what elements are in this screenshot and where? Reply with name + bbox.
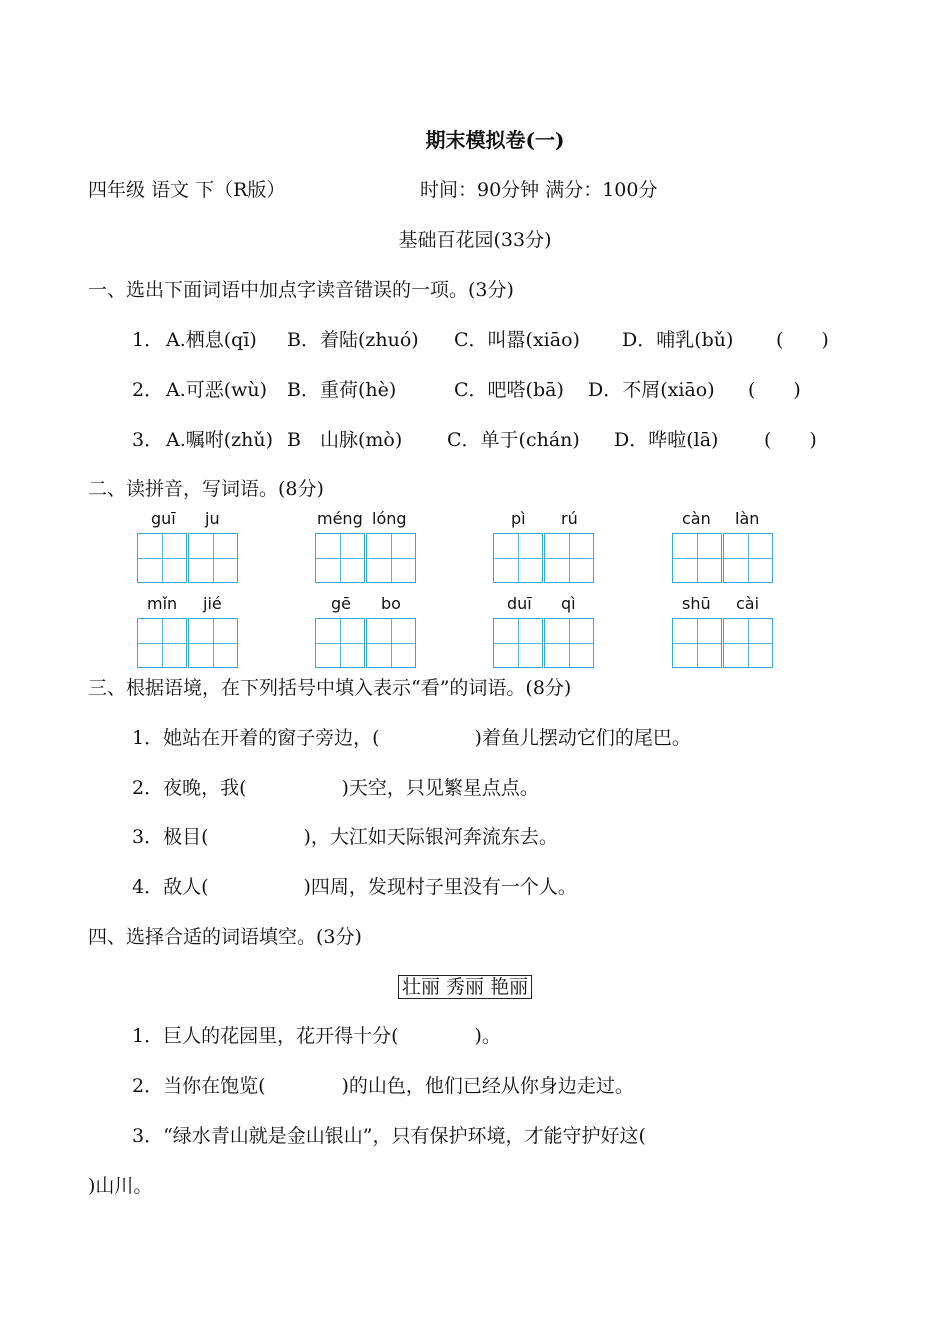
- q1-option-d: D．哗啦(lā): [614, 429, 719, 451]
- pinyin: càn: [682, 509, 711, 528]
- q3-item-text: 极目( )，大江如天际银河奔流东去。: [163, 826, 558, 848]
- q1-option-c: C．叫嚣(xiāo): [454, 329, 580, 351]
- writing-cell[interactable]: [672, 533, 722, 583]
- q1-option-b: B．着陆(zhuó): [287, 329, 419, 351]
- q3-item-2: [132, 776, 539, 800]
- word-bank-text: 壮丽 秀丽 艳丽: [398, 975, 532, 999]
- pinyin: guī: [151, 509, 176, 528]
- pinyin: lóng: [372, 509, 407, 528]
- q1-option-b: B．重荷(hè): [287, 379, 397, 401]
- q2-heading: 二、读拼音，写词语。(8分): [88, 478, 324, 500]
- writing-cell[interactable]: [188, 533, 238, 583]
- writing-cell[interactable]: [493, 533, 543, 583]
- writing-cell[interactable]: [672, 618, 722, 668]
- pinyin: pì: [511, 509, 526, 528]
- writing-cell[interactable]: [723, 533, 773, 583]
- q4-heading: 四、选择合适的词语填空。(3分): [88, 926, 362, 948]
- q1-item-number: 3．: [132, 429, 164, 451]
- q4-item-text: 巨人的花园里，花开得十分( )。: [163, 1025, 501, 1047]
- q4-item-3-continuation: )山川。: [88, 1175, 153, 1197]
- answer-blank[interactable]: ( ): [748, 379, 801, 401]
- q1-heading: 一、选出下面词语中加点字读音错误的一项。(3分): [88, 279, 514, 301]
- grade-info: 四年级 语文 下（R版）: [88, 179, 286, 201]
- q4-item-3: [132, 1124, 646, 1148]
- q3-item-3: [132, 825, 558, 849]
- q4-item-text: “绿水青山就是金山银山”，只有保护环境，才能守护好这(: [163, 1125, 646, 1147]
- q4-item-2: [132, 1074, 634, 1098]
- answer-blank[interactable]: ( ): [764, 429, 817, 451]
- pinyin: qì: [561, 594, 576, 613]
- writing-cell[interactable]: [188, 618, 238, 668]
- pinyin: ju: [205, 509, 220, 528]
- q1-option-a: A.可恶(wù): [166, 379, 268, 401]
- pinyin: mǐn: [147, 594, 178, 613]
- q4-item-1: [132, 1024, 501, 1048]
- writing-cell[interactable]: [544, 533, 594, 583]
- writing-cell[interactable]: [137, 533, 187, 583]
- pinyin: làn: [735, 509, 760, 528]
- pinyin: jié: [203, 594, 222, 613]
- q1-item-number: 1．: [132, 329, 164, 351]
- pinyin: bo: [381, 594, 401, 613]
- writing-cell[interactable]: [366, 618, 416, 668]
- answer-blank[interactable]: ( ): [776, 329, 829, 351]
- q3-item-1: [132, 726, 691, 750]
- q3-item-text: 敌人( )四周，发现村子里没有一个人。: [163, 876, 577, 898]
- pinyin: duī: [507, 594, 532, 613]
- q3-item-number: 2．: [132, 777, 164, 799]
- q1-option-d: D．不屑(xiāo): [588, 379, 715, 401]
- writing-cell[interactable]: [366, 533, 416, 583]
- writing-cell[interactable]: [137, 618, 187, 668]
- q3-item-text: 她站在开着的窗子旁边，( )着鱼儿摆动它们的尾巴。: [163, 727, 691, 749]
- pinyin: rú: [561, 509, 578, 528]
- time-info: 时间：90分钟 满分：100分: [420, 179, 658, 201]
- writing-cell[interactable]: [723, 618, 773, 668]
- q3-item-4: [132, 875, 577, 899]
- q1-option-b: B 山脉(mò): [287, 429, 403, 451]
- writing-cell[interactable]: [493, 618, 543, 668]
- pinyin: méng: [317, 509, 363, 528]
- q4-item-text: 当你在饱览( )的山色，他们已经从你身边走过。: [163, 1075, 634, 1097]
- q1-item-number: 2．: [132, 379, 164, 401]
- q4-item-number: 1．: [132, 1025, 164, 1047]
- q3-item-number: 4．: [132, 876, 164, 898]
- q1-option-a: A.栖息(qī): [166, 329, 257, 351]
- part-title: 基础百花园(33分): [398, 229, 552, 251]
- q1-option-a: A.嘱咐(zhǔ): [166, 429, 274, 451]
- writing-cell[interactable]: [315, 533, 365, 583]
- writing-cell[interactable]: [315, 618, 365, 668]
- pinyin: shū: [682, 594, 711, 613]
- q3-item-number: 3．: [132, 826, 164, 848]
- q1-option-c: C．吧嗒(bā): [454, 379, 564, 401]
- q1-option-d: D．哺乳(bǔ): [622, 329, 734, 351]
- q4-item-number: 2．: [132, 1075, 164, 1097]
- writing-cell[interactable]: [544, 618, 594, 668]
- page-title: 期末模拟卷(一): [425, 128, 565, 152]
- q3-item-number: 1．: [132, 727, 164, 749]
- q1-option-c: C．单于(chán): [447, 429, 580, 451]
- q3-heading: 三、根据语境，在下列括号中填入表示“看”的词语。(8分): [88, 677, 572, 699]
- q3-item-text: 夜晚，我( )天空，只见繁星点点。: [163, 777, 539, 799]
- pinyin: gē: [331, 594, 351, 613]
- pinyin: cài: [736, 594, 760, 613]
- word-bank: [398, 975, 532, 999]
- q4-item-number: 3．: [132, 1125, 164, 1147]
